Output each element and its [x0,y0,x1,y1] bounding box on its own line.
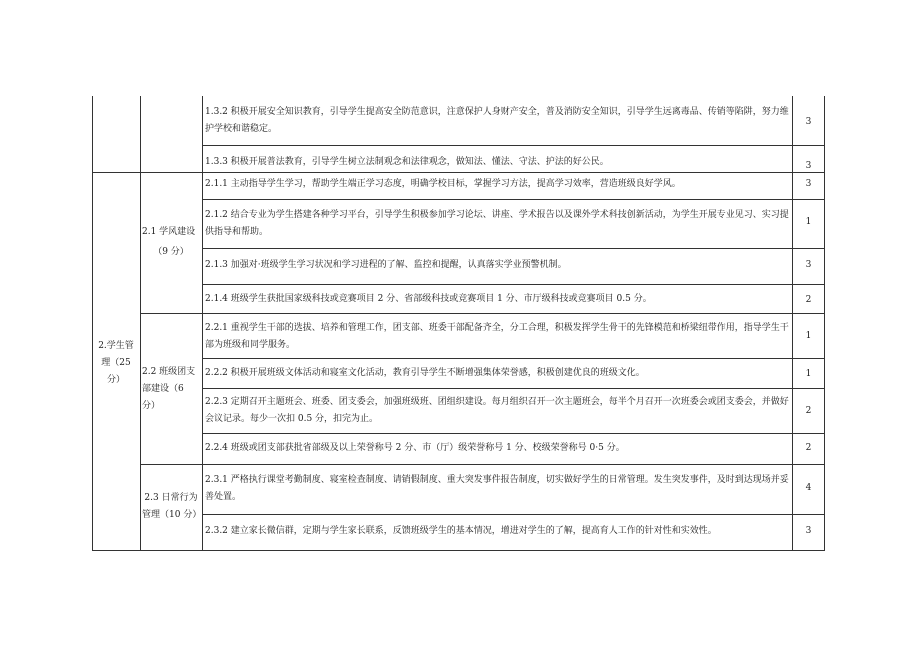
score-value: 1 [805,369,812,379]
list-item: 1.3.2 积极开展安全知识教育，引导学生提高安全防范意识，注意保护人身财产安全，普及消防安全知识，引导学生远离毒品、传销等陷阱，努力维护学校和谐稳定。 [205,107,789,134]
list-item: 2.1.3 加强对·班级学生学习状况和学习进程的了解、监控和提醒，认真落实学业预警机制。 [205,260,567,270]
row-divider [202,358,825,359]
row-divider [202,433,825,434]
row-divider [202,284,825,285]
subcategory-class-league-building: 2.2 班级团支部建设（6 分） [142,367,196,411]
row-divider [202,248,825,249]
score-value: 2 [805,295,812,305]
list-item: 2.1.4 班级学生获批国家级科技或竞赛项目 2 分、省部级科技或竞赛项目 1 分、市厅级科技或竞赛项目 0.5 分。 [205,294,652,304]
row-divider [202,199,825,200]
score-value: 1 [805,217,812,227]
score-value: 1 [805,331,812,341]
score-value: 2 [805,406,812,416]
table-border-bottom [92,550,825,551]
category-student-management: 2.学生管理（25 分） [98,341,134,385]
list-item: 2.2.2 积极开展班级文体活动和寝室文化活动，教育引导学生不断增强集体荣誉感，积极创建优良的班级文化。 [205,368,645,378]
row-divider [140,464,825,465]
list-item: 2.2.4 班级或团支部获批省部级及以上荣誉称号 2 分、市（厅）级荣誉称号 1 分、校级荣誉称号 0·5 分。 [205,443,625,453]
list-item: 2.2.3 定期召开主题班会、班委、团支委会，加强班级班、团组织建设。每月组织召开一次主题班会，每半个月召开一次班委会或团支委会，并做好会议记录。每少一次扣 0.5 分，扣完为止。 [205,397,789,424]
score-value: 3 [805,117,812,127]
score-value: 3 [805,179,812,189]
evaluation-table [92,96,825,551]
row-divider [92,172,825,173]
subcategory-daily-behavior-management: 2.3 日常行为管理（10 分） [142,493,202,520]
table-border-left [92,96,93,551]
row-divider [202,514,825,515]
score-value: 3 [805,260,812,270]
list-item: 2.3.2 建立家长微信群，定期与学生家长联系，反馈班级学生的基本情况，增进对学生的了解，提高育人工作的针对性和实效性。 [205,526,717,536]
list-item: 2.1.1 主动指导学生学习，帮助学生端正学习态度，明确学校目标，掌握学习方法，提高学习效率，营造班级良好学风。 [205,179,681,189]
subcategory-study-style-score: （9 分） [153,247,189,257]
row-divider [202,388,825,389]
score-value: 3 [805,526,812,536]
row-divider [202,145,825,146]
list-item: 2.2.1 重视学生干部的选拔、培养和管理工作，团支部、班委干部配备齐全，分工合理，积极发挥学生骨干的先锋模范和桥梁纽带作用，指导学生干部为班级和同学服务。 [205,323,789,350]
row-divider [140,313,825,314]
score-value: 3 [805,161,812,171]
score-value: 2 [805,443,812,453]
score-value: 4 [805,483,812,493]
list-item: 2.1.2 结合专业为学生搭建各种学习平台，引导学生积极参加学习论坛、讲座、学术报告以及课外学术科技创新活动，为学生开展专业见习、实习提供指导和帮助。 [205,210,789,237]
subcategory-study-style: 2.1 学风建设 [142,227,196,237]
list-item: 1.3.3 积极开展普法教育，引导学生树立法制观念和法律观念，做知法、懂法、守法、护法的好公民。 [205,157,609,167]
column-divider [140,96,141,551]
list-item: 2.3.1 严格执行课堂考勤制度、寝室检查制度、请销假制度、重大突发事件报告制度，切实做好学生的日常管理。发生突发事件，及时到达现场并妥善处置。 [205,475,789,502]
